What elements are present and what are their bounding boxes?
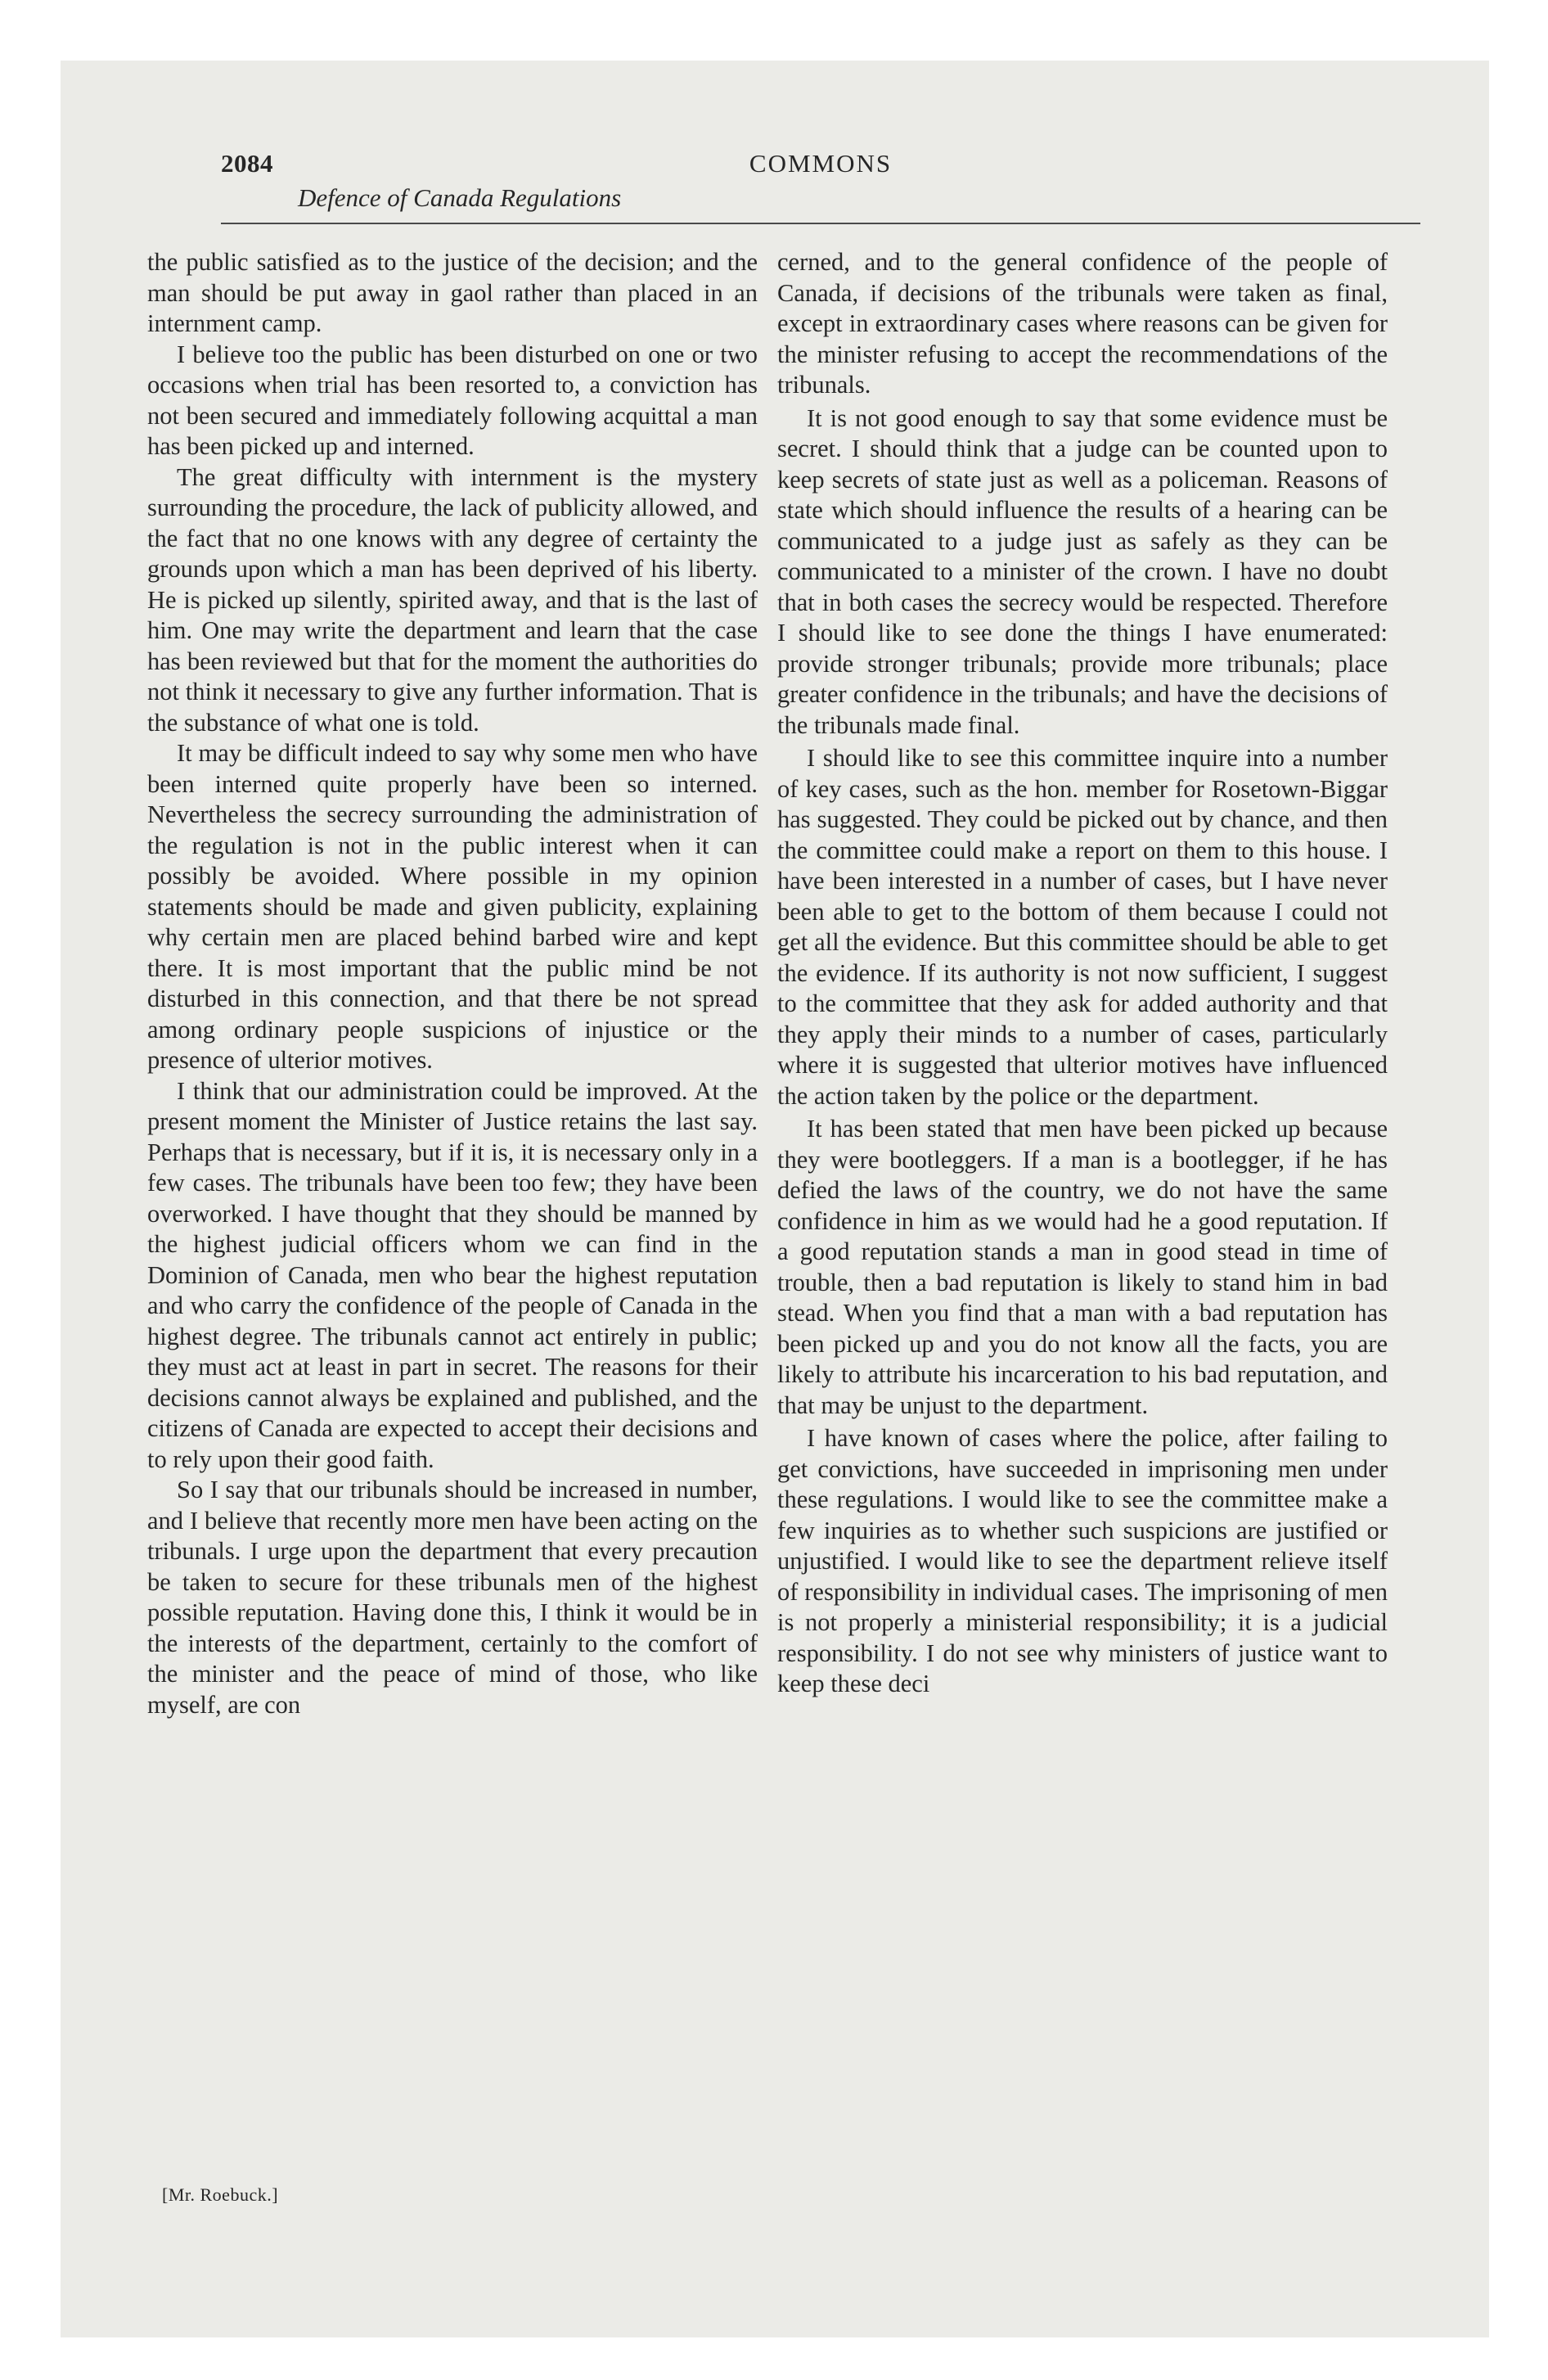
paragraph: So I say that our tribunals should be increased in number, and I believe that recently more men have been acting on the tribunals. I urge upon the department that every precaution be taken to secure for these tribunals men of the highest possible reputation. Having done this, I think it would be in the interests of the department, certainly to the comfort of the minister and the peace of mind of those, who like myself, are con	[147, 1476, 758, 1719]
paragraph: The great difficulty with internment is the mystery surrounding the procedure, the lack of publicity allowed, and the fact that no one knows with any degree of certainty the grounds upon which a man has been deprived of his liberty. He is picked up silently, spirited away, and that is the last of him. One may write the department and learn that the case has been reviewed but that for the moment the authorities do not think it necessary to give any further information. That is the substance of what one is told.	[147, 462, 758, 737]
right-column	[777, 247, 1388, 1700]
paragraph: I should like to see this committee inquire into a number of key cases, such as the hon. member for Rosetown-Biggar has suggested. They could be picked out by chance, and then the committee could make a report on them to this house. I have been interested in a number of cases, but I have never been able to get to the bottom of them because I could not get all the evidence. But this committee should be able to get the evidence. If its authority is not now sufficient, I suggest to the committee that they ask for added authority and that they apply their minds to a number of cases, particularly where it is suggested that ulterior motives have influenced the action taken by the police or the department.	[777, 744, 1388, 1110]
paragraph: It is not good enough to say that some evidence must be secret. I should think that a judge can be counted upon to keep secrets of state just as well as a policeman. Reasons of state which should influence the results of a hearing can be communicated to a judge just as safely as they can be communicated to a minister of the crown. I have no doubt that in both cases the secrecy would be respected. Therefore I should like to see done the things I have enumerated: provide stronger tribunals; provide more tribunals; place greater confidence in the tribunals; and have the decisions of the tribunals made final.	[777, 403, 1388, 739]
paragraph: It has been stated that men have been picked up because they were bootleggers. If a man is a bootlegger, if he has defied the laws of the country, we do not have the same confidence in him as we would had he a good reputation. If a good reputation stands a man in good stead in time of trouble, then a bad reputation is likely to stand him in bad stead. When you find that a man with a bad reputation has been picked up and you do not know all the facts, you are likely to attribute his incarceration to his bad reputation, and that may be unjust to the department.	[777, 1115, 1388, 1419]
paragraph: I believe too the public has been disturbed on one or two occasions when trial has been resorted to, a conviction has not been secured and immediately following acquittal a man has been picked up and interned.	[147, 340, 758, 460]
page-number: 2084	[221, 149, 273, 178]
page-header	[221, 149, 1420, 224]
left-column	[147, 247, 758, 1720]
running-title: Defence of Canada Regulations	[298, 183, 622, 212]
speaker-note: [Mr. Roebuck.]	[162, 2184, 279, 2205]
paragraph: I have known of cases where the police, after failing to get convictions, have succeeded in imprisoning men under these regulations. I would like to see the committee make a few inquiries as to whether such suspicions are justified or unjustified. I would like to see the department relieve itself of responsibility in individual cases. The imprisoning of men is not properly a ministerial responsibility; it is a judicial responsibility. I do not see why ministers of justice want to keep these deci	[777, 1424, 1388, 1697]
document-page	[61, 61, 1489, 2337]
section-title: COMMONS	[749, 149, 893, 178]
paragraph: cerned, and to the general confidence of the people of Canada, if decisions of the tribunals were taken as final, except in extraordinary cases where reasons can be given for the minister refusing to accept the recommendations of the tribunals.	[777, 248, 1388, 399]
paragraph: It may be difficult indeed to say why some men who have been interned quite properly have been so interned. Nevertheless the secrecy surrounding the administration of the regulation is not in the public interest when it can possibly be avoided. Where possible in my opinion statements should be made and given publicity, explaining why certain men are placed behind barbed wire and kept there. It is most important that the public mind be not disturbed in this connection, and that there be not spread among ordinary people suspicions of injustice or the presence of ulterior motives.	[147, 739, 758, 1074]
paragraph: the public satisfied as to the justice of the decision; and the man should be put away in gaol rather than placed in an internment camp.	[147, 248, 758, 337]
paragraph: I think that our administration could be improved. At the present moment the Minister of Justice retains the last say. Perhaps that is necessary, but if it is, it is necessary only in a few cases. The tribunals have been too few; they have been overworked. I have thought that they should be manned by the highest judicial officers whom we can find in the Dominion of Canada, men who bear the highest reputation and who carry the confidence of the people of Canada in the highest degree. The tribunals cannot act entirely in public; they must act at least in part in secret. The reasons for their decisions cannot always be explained and published, and the citizens of Canada are expected to accept their decisions and to rely upon their good faith.	[147, 1076, 758, 1473]
